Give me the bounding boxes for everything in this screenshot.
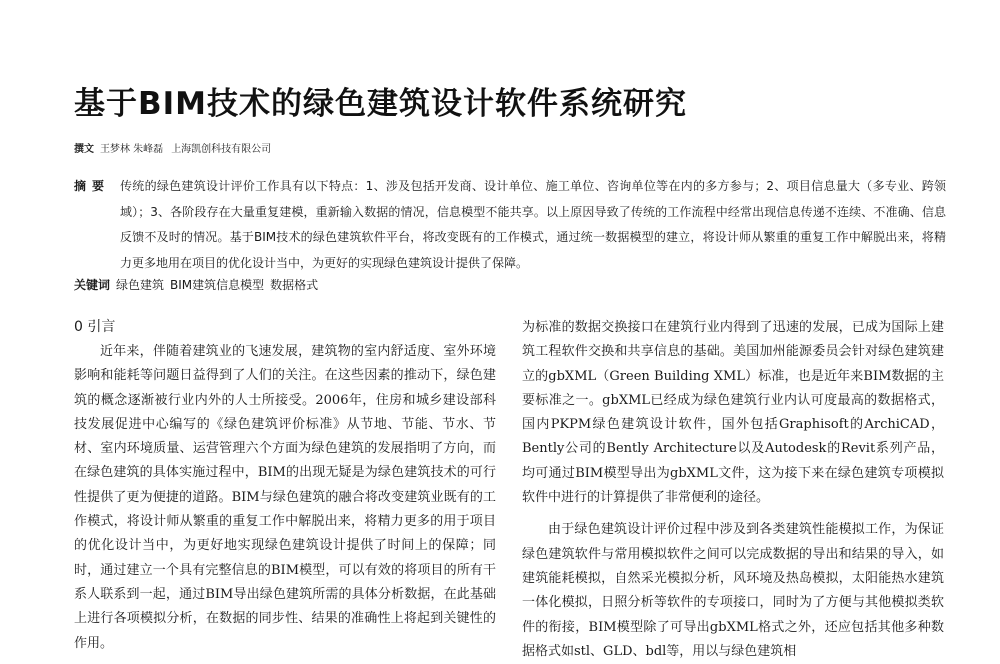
authors: 王梦林 朱峰磊 <box>100 144 164 155</box>
body-paragraph: 为标准的数据交换接口在建筑行业内得到了迅速的发展，已成为国际上建筑工程软件交换和共享信息的基础。美国加州能源委员会针对绿色建筑建立的gbXML（Green Building XML）标准，也是近年来BIM数据的主要标准之一。gbXML已经成为绿色建筑行业内认可度最高的数据格式，国内PKPM绿色建筑设计软件，国外包括Graphisoft的ArchiCAD，Bently公司的Bently Architecture以及Autodesk的Revit系列产品，均可通过BIM模型导出为gbXML文件，这为接下来在绿色建筑专项模拟软件中进行的计算提供了非常便利的途径。 <box>522 320 944 506</box>
left-column <box>74 316 496 656</box>
section-heading: 0 引言 <box>74 319 116 335</box>
right-column <box>522 316 944 664</box>
byline-label: 撰文 <box>74 144 94 155</box>
body-paragraph: 由于绿色建筑设计评价过程中涉及到各类建筑性能模拟工作，为保证绿色建筑软件与常用模拟软件之间可以完成数据的导出和结果的导入，如建筑能耗模拟，自然采光模拟分析，风环境及热岛模拟，太阳能热水建筑一体化模拟，日照分析等软件的专项接口，同时为了方便与其他模拟类软件的衔接，BIM模型除了可导出gbXML格式之外，还应包括其他多种数据格式如stl、GLD、bdl等，用以与绿色建筑相 <box>522 522 944 659</box>
keyword: 绿色建筑 <box>116 278 165 292</box>
abstract <box>74 174 946 276</box>
body-paragraph: 近年来，伴随着建筑业的飞速发展，建筑物的室内舒适度、室外环境影响和能耗等问题日益得到了人们的关注。在这些因素的推动下，绿色建筑的概念逐渐被行业内外的人士所接受。2006年，住房和城乡建设部科技发展促进中心编写的《绿色建筑评价标准》从节地、节能、节水、节材、室内环境质量、运营管理六个方面为绿色建筑的发展指明了方向，而在绿色建筑的具体实施过程中，BIM的出现无疑是为绿色建筑技术的可行性提供了更为便捷的道路。BIM与绿色建筑的融合将改变建筑业既有的工作模式，将设计师从繁重的重复工作中解脱出来，将精力更多的用于项目的优化设计当中，为更好地实现绿色建筑设计提供了时间上的保障；同时，通过建立一个具有完整信息的BIM模型，可以有效的将项目的所有干系人联系到一起，通过BIM导出绿色建筑所需的具体分析数据，在此基础上进行各项模拟分析，在数据的同步性、结果的准确性上将起到关键性的作用。 <box>74 344 496 651</box>
abstract-text: 传统的绿色建筑设计评价工作具有以下特点：1、涉及包括开发商、设计单位、施工单位、咨询单位等在内的多方参与；2、项目信息量大（多专业、跨领域）；3、各阶段存在大量重复建模，重新输入数据的情况，信息模型不能共享。以上原因导致了传统的工作流程中经常出现信息传递不连续、不准确、信息反馈不及时的情况。基于BIM技术的绿色建筑软件平台，将改变既有的工作模式，通过统一数据模型的建立，将设计师从繁重的重复工作中解脱出来，将精力更多地用在项目的优化设计当中，为更好的实现绿色建筑设计提供了保障。 <box>120 179 946 270</box>
keywords <box>74 276 324 293</box>
keywords-label: 关键词 <box>74 278 111 292</box>
paper-title: 基于BIM技术的绿色建筑设计软件系统研究 <box>74 86 688 122</box>
byline <box>74 140 271 155</box>
keyword: BIM建筑信息模型 <box>170 278 265 292</box>
organization: 上海凯创科技有限公司 <box>171 144 272 155</box>
abstract-label: 摘要 <box>74 179 111 193</box>
keyword: 数据格式 <box>270 278 319 292</box>
